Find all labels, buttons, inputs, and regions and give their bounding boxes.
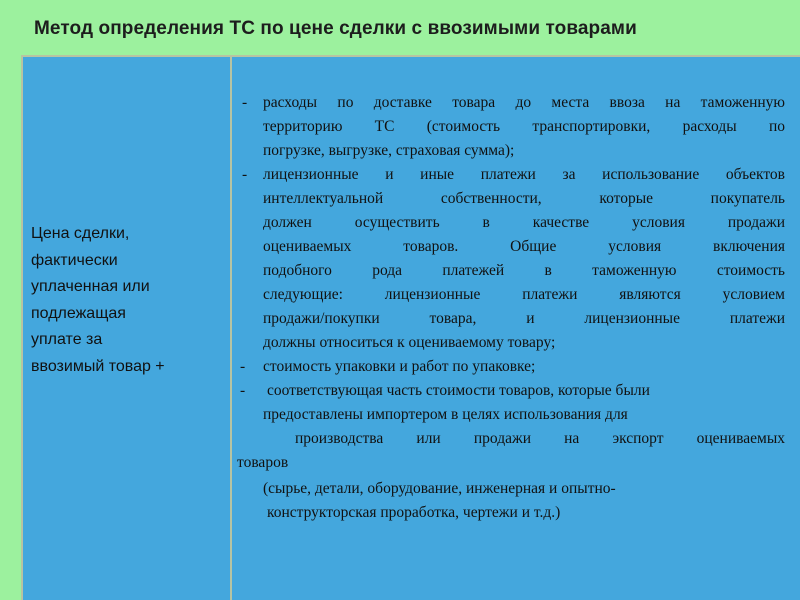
right-cell-line: следующие: лицензионные платежи являются условием xyxy=(263,286,785,303)
left-cell-line: подлежащая xyxy=(31,304,126,322)
left-cell-line: Цена сделки, xyxy=(31,225,130,242)
right-cell-line: конструкторская проработка, чертежи и т.д.) xyxy=(267,504,561,521)
list-dash: - xyxy=(242,94,248,111)
right-cell-line: предоставлены импортером в целях использования для xyxy=(263,406,628,423)
left-cell-line: ввозимый товар + xyxy=(31,357,165,375)
left-cell-line: уплаченная или xyxy=(31,278,150,295)
list-dash: - xyxy=(242,166,248,183)
right-cell-line: интеллектуальной собственности, которые покупатель xyxy=(263,190,785,207)
right-cell-line: (сырье, детали, оборудование, инженерная и опытно- xyxy=(263,480,616,497)
content-table xyxy=(21,55,800,600)
right-cell-line: товаров xyxy=(237,454,289,471)
right-cell xyxy=(23,57,800,600)
left-cell-line: фактически xyxy=(31,251,118,269)
list-dash: - xyxy=(240,358,246,375)
right-cell-line: стоимость упаковки и работ по упаковке; xyxy=(263,358,536,375)
left-cell-line: уплате за xyxy=(31,331,103,348)
right-cell-line: производства или продажи на экспорт оцениваемых xyxy=(295,430,785,447)
right-cell-line: лицензионные и иные платежи за использование объектов xyxy=(263,166,785,183)
right-cell-line: расходы по доставке товара до места ввоза на таможенную xyxy=(263,94,785,111)
right-cell-line: соответствующая часть стоимости товаров, которые были xyxy=(267,382,650,399)
right-cell-line: оцениваемых товаров. Общие условия включения xyxy=(263,238,785,255)
right-cell-line: продажи/покупки товара, и лицензионные платежи xyxy=(263,310,785,327)
right-cell-line: подобного рода платежей в таможенную стоимость xyxy=(263,262,785,279)
right-cell-line: должны относиться к оцениваемому товару; xyxy=(263,334,556,351)
right-cell-line: территорию ТС (стоимость транспортировки, расходы по xyxy=(263,118,785,135)
right-cell-line: должен осуществить в качестве условия продажи xyxy=(263,214,785,231)
slide-title: Метод определения ТС по цене сделки с ввозимыми товарами xyxy=(34,18,637,39)
list-dash: - xyxy=(240,382,246,399)
right-cell-line: погрузке, выгрузке, страховая сумма); xyxy=(263,142,515,159)
